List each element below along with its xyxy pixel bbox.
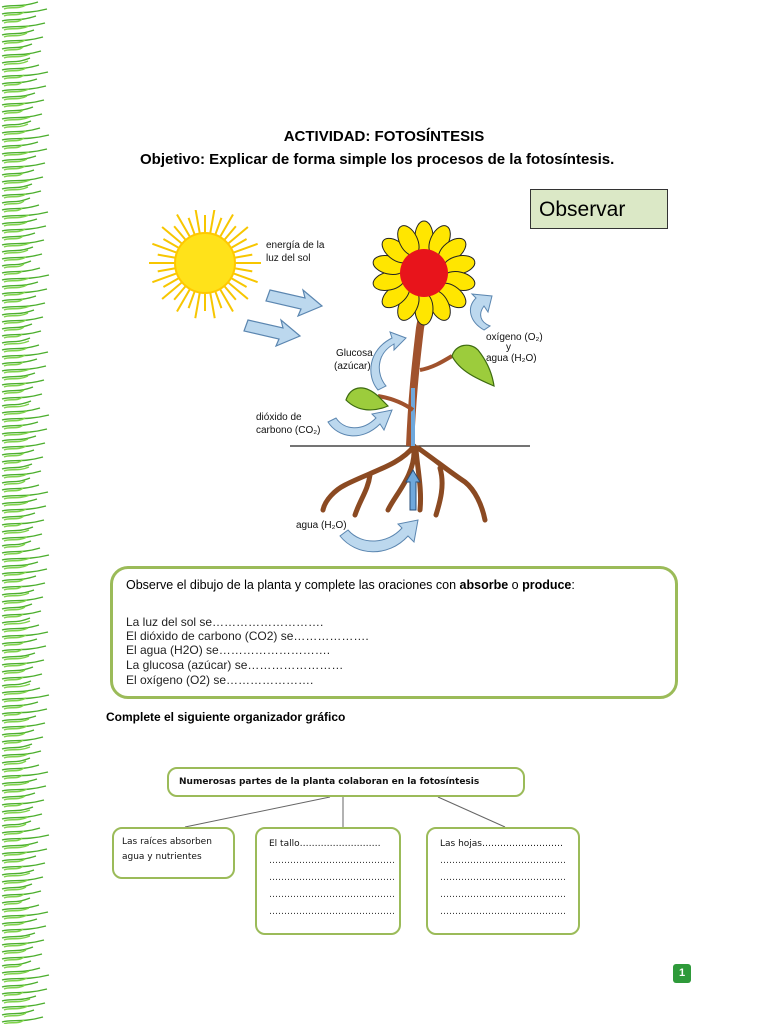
co2-label-1: dióxido de xyxy=(256,412,302,423)
glucose-label-1: Glucosa xyxy=(336,348,373,359)
leaves-dotted-line: …………………………………… xyxy=(440,890,566,900)
roots-line-2: agua y nutrientes xyxy=(122,852,202,862)
co2-label-2: carbono (CO₂) xyxy=(256,425,321,436)
page-number-badge: 1 xyxy=(673,964,691,983)
sentence-glucose[interactable]: La glucosa (azúcar) se…………………… xyxy=(126,658,344,672)
organizer-main-box: Numerosas partes de la planta colaboran en la fotosíntesis xyxy=(167,767,525,797)
leaves-dotted-line: …………………………………… xyxy=(440,907,566,917)
glucose-label-2: (azúcar) xyxy=(334,361,371,372)
organizer-heading: Complete el siguiente organizador gráfico xyxy=(106,710,346,724)
oxygen-label-1: oxígeno (O₂) xyxy=(486,332,543,343)
word-o: o xyxy=(508,578,523,592)
organizer-leaves-box[interactable] xyxy=(426,827,580,935)
observar-label-box: Observar xyxy=(530,189,668,229)
objective-text: Objetivo: Explicar de forma simple los procesos de la fotosíntesis. xyxy=(140,151,615,168)
stem-dotted-line: …………………………………… xyxy=(269,890,395,900)
stem-dotted-line: …………………………………… xyxy=(269,856,395,866)
water-label: agua (H₂O) xyxy=(296,520,347,531)
leaves-label: Las hojas……………………… xyxy=(440,839,563,849)
roots-line-1: Las raíces absorben xyxy=(122,837,212,847)
sentence-sun[interactable]: La luz del sol se………………………. xyxy=(126,615,324,629)
oxygen-label-2: y xyxy=(506,342,511,353)
word-produce: produce xyxy=(522,578,572,592)
sentence-oxygen[interactable]: El oxígeno (O2) se…………………. xyxy=(126,673,314,687)
stem-dotted-line: …………………………………… xyxy=(269,907,395,917)
stem-dotted-line: …………………………………… xyxy=(269,873,395,883)
leaves-dotted-line: …………………………………… xyxy=(440,856,566,866)
organizer-roots-box xyxy=(112,827,235,879)
word-absorbe: absorbe xyxy=(459,578,509,592)
instruction-suffix: : xyxy=(571,578,575,592)
sun-energy-label-2: luz del sol xyxy=(266,253,311,264)
sentence-co2[interactable]: El dióxido de carbono (CO2) se………………. xyxy=(126,629,369,643)
activity-title: ACTIVIDAD: FOTOSÍNTESIS xyxy=(283,128,485,145)
oxygen-label-3: agua (H₂O) xyxy=(486,353,537,364)
instruction-prefix: Observe el dibujo de la planta y complete las oraciones con xyxy=(126,578,460,592)
stem-label: El tallo……………………… xyxy=(269,839,381,849)
organizer-stem-box[interactable] xyxy=(255,827,401,935)
sun-energy-label-1: energía de la xyxy=(266,240,325,251)
leaves-dotted-line: …………………………………… xyxy=(440,873,566,883)
sentence-water[interactable]: El agua (H2O) se………………………. xyxy=(126,643,331,657)
